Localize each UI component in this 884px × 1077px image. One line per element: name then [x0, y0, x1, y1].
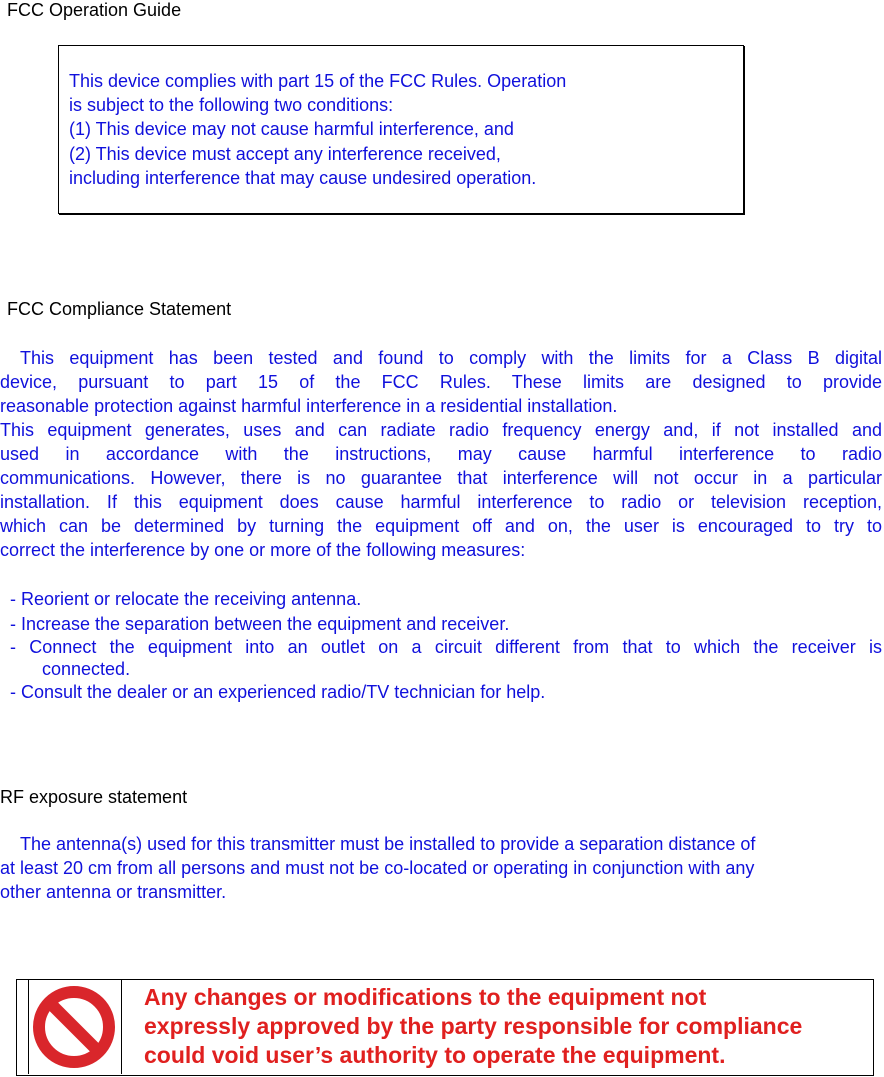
paragraph-line: reasonable protection against harmful interference in a residential installation. [0, 396, 618, 416]
paragraph-line: This equipment has been tested and found to comply with the limits for a Class B digital [20, 348, 882, 368]
measure-item-continuation: connected. [42, 659, 131, 679]
prohibition-icon [29, 980, 121, 1074]
warning-text [144, 983, 874, 1070]
compliance-paragraph [0, 346, 882, 562]
paragraph-line: at least 20 cm from all persons and must not be co-located or operating in conjunction with any [0, 858, 755, 878]
rf-exposure-paragraph [0, 832, 880, 904]
compliance-statement-title: FCC Compliance Statement [7, 299, 232, 319]
paragraph-line: This equipment generates, uses and can radiate radio frequency energy and, if not installed and [0, 420, 882, 440]
measure-item: - Reorient or relocate the receiving antenna. [10, 589, 362, 609]
paragraph-line: which can be determined by turning the equipment off and on, the user is encouraged to try to [0, 516, 882, 536]
measure-item: - Consult the dealer or an experienced radio/TV technician for help. [10, 682, 546, 702]
warning-line: could void user’s authority to operate the equipment. [144, 1042, 726, 1068]
paragraph-line: installation. If this equipment does cause harmful interference to radio or television reception, [0, 492, 882, 512]
paragraph-line: The antenna(s) used for this transmitter must be installed to provide a separation distance of [20, 834, 756, 854]
paragraph-line: used in accordance with the instructions, may cause harmful interference to radio [0, 444, 882, 464]
operation-guide-title: FCC Operation Guide [7, 0, 182, 20]
paragraph-line: communications. However, there is no guarantee that interference will not occur in a particular [0, 468, 882, 488]
warning-box [16, 979, 874, 1076]
paragraph-line: correct the interference by one or more of the following measures: [0, 540, 526, 560]
notice-line: (2) This device must accept any interference received, [69, 144, 501, 164]
warning-line: Any changes or modifications to the equipment not [144, 984, 707, 1010]
paragraph-line: device, pursuant to part 15 of the FCC Rules. These limits are designed to provide [0, 372, 882, 392]
warning-line: expressly approved by the party responsible for compliance [144, 1013, 803, 1039]
measure-item: - Increase the separation between the equipment and receiver. [10, 614, 510, 634]
warning-icon-cell [28, 980, 122, 1074]
notice-line: is subject to the following two conditions: [69, 95, 394, 115]
measure-item [10, 636, 882, 659]
notice-line: (1) This device may not cause harmful interference, and [69, 119, 514, 139]
measure-item-line: - Connect the equipment into an outlet on a circuit different from that to which the receiver is [10, 637, 882, 657]
rf-exposure-title: RF exposure statement [0, 787, 188, 807]
notice-line: including interference that may cause undesired operation. [69, 168, 537, 188]
fcc-notice-box [58, 45, 744, 214]
notice-line: This device complies with part 15 of the FCC Rules. Operation [69, 71, 567, 91]
paragraph-line: other antenna or transmitter. [0, 882, 227, 902]
